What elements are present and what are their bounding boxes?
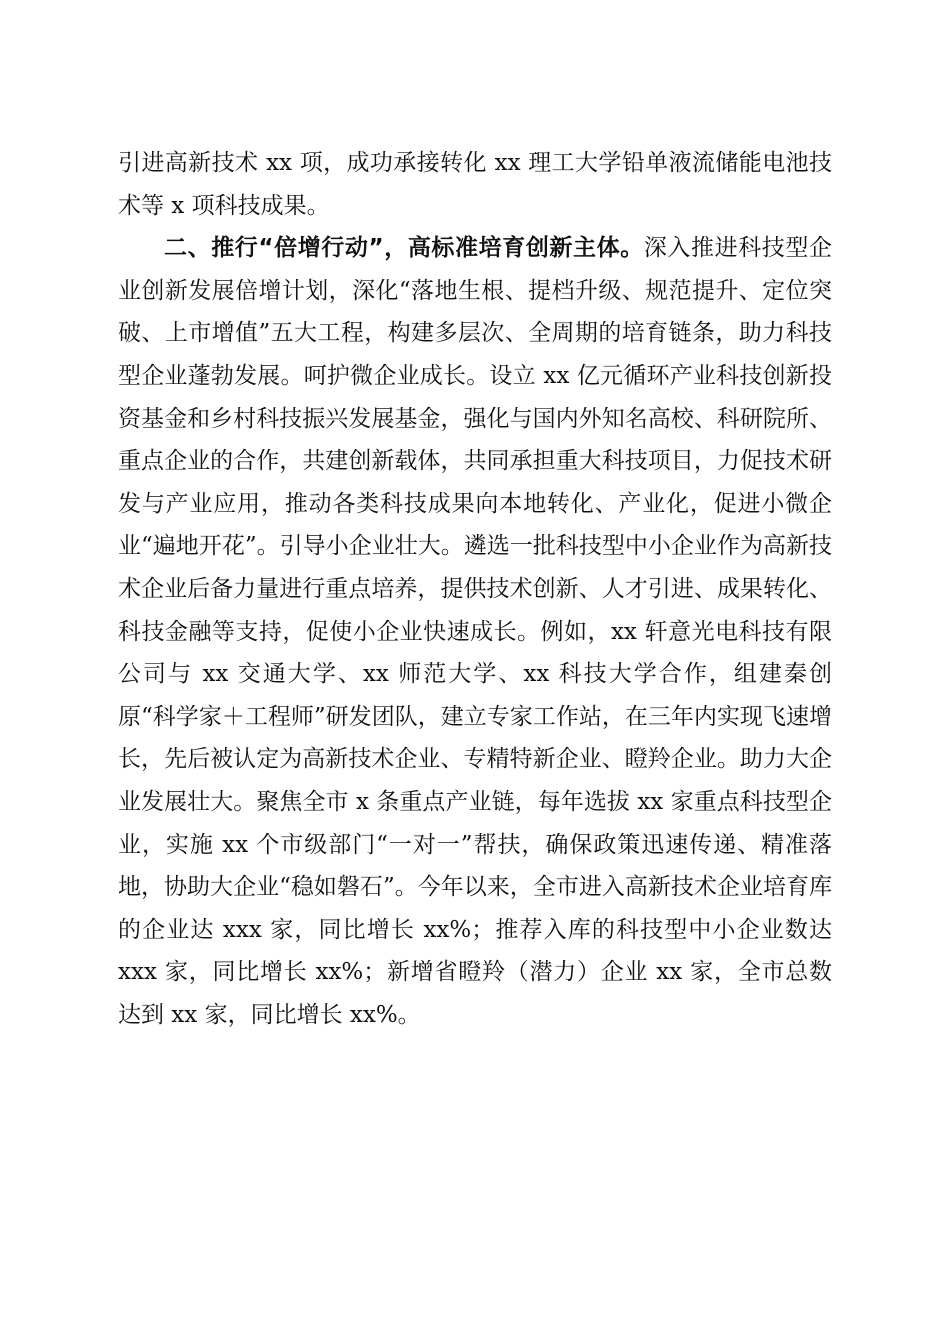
- section-two-paragraph: [118, 227, 832, 1036]
- section-body: 深入推进科技型企业创新发展倍增计划，深化“落地生根、提档升级、规范提升、定位突破、上市增值”五大工程，构建多层次、全周期的培育链条，助力科技型企业蓬勃发展。呵护微企业成长。设立 xx 亿元循环产业科技创新投资基金和乡村科技振兴发展基金，强化与国内外知名高校、科研院所、重点企业的合作，共建创新载体，共同承担重大科技项目，力促技术研发与产业应用，推动各类科技成果向本地转化、产业化，促进小微企业“遍地开花”。引导小企业壮大。遴选一批科技型中小企业作为高新技术企业后备力量进行重点培养，提供技术创新、人才引进、成果转化、科技金融等支持，促使小企业快速成长。例如，xx 轩意光电科技有限公司与 xx 交通大学、xx 师范大学、xx 科技大学合作，组建秦创原“科学家＋工程师”研发团队，建立专家工作站，在三年内实现飞速增长，先后被认定为高新技术企业、专精特新企业、瞪羚企业。助力大企业发展壮大。聚焦全市 x 条重点产业链，每年选拔 xx 家重点科技型企业，实施 xx 个市级部门“一对一”帮扶，确保政策迅速传递、精准落地，协助大企业“稳如磐石”。今年以来，全市进入高新技术企业培育库的企业达 xxx 家，同比增长 xx%；推荐入库的科技型中小企业数达 xxx 家，同比增长 xx%；新增省瞪羚（潜力）企业 xx 家，全市总数达到 xx 家，同比增长 xx%。: [118, 235, 833, 1028]
- section-heading: 二、推行“倍增行动”，高标准培育创新主体。: [164, 235, 644, 262]
- paragraph-continuation: 引进高新技术 xx 项，成功承接转化 xx 理工大学铅单液流储能电池技术等 x 项科技成果。: [118, 150, 832, 219]
- document-body: [118, 142, 832, 1036]
